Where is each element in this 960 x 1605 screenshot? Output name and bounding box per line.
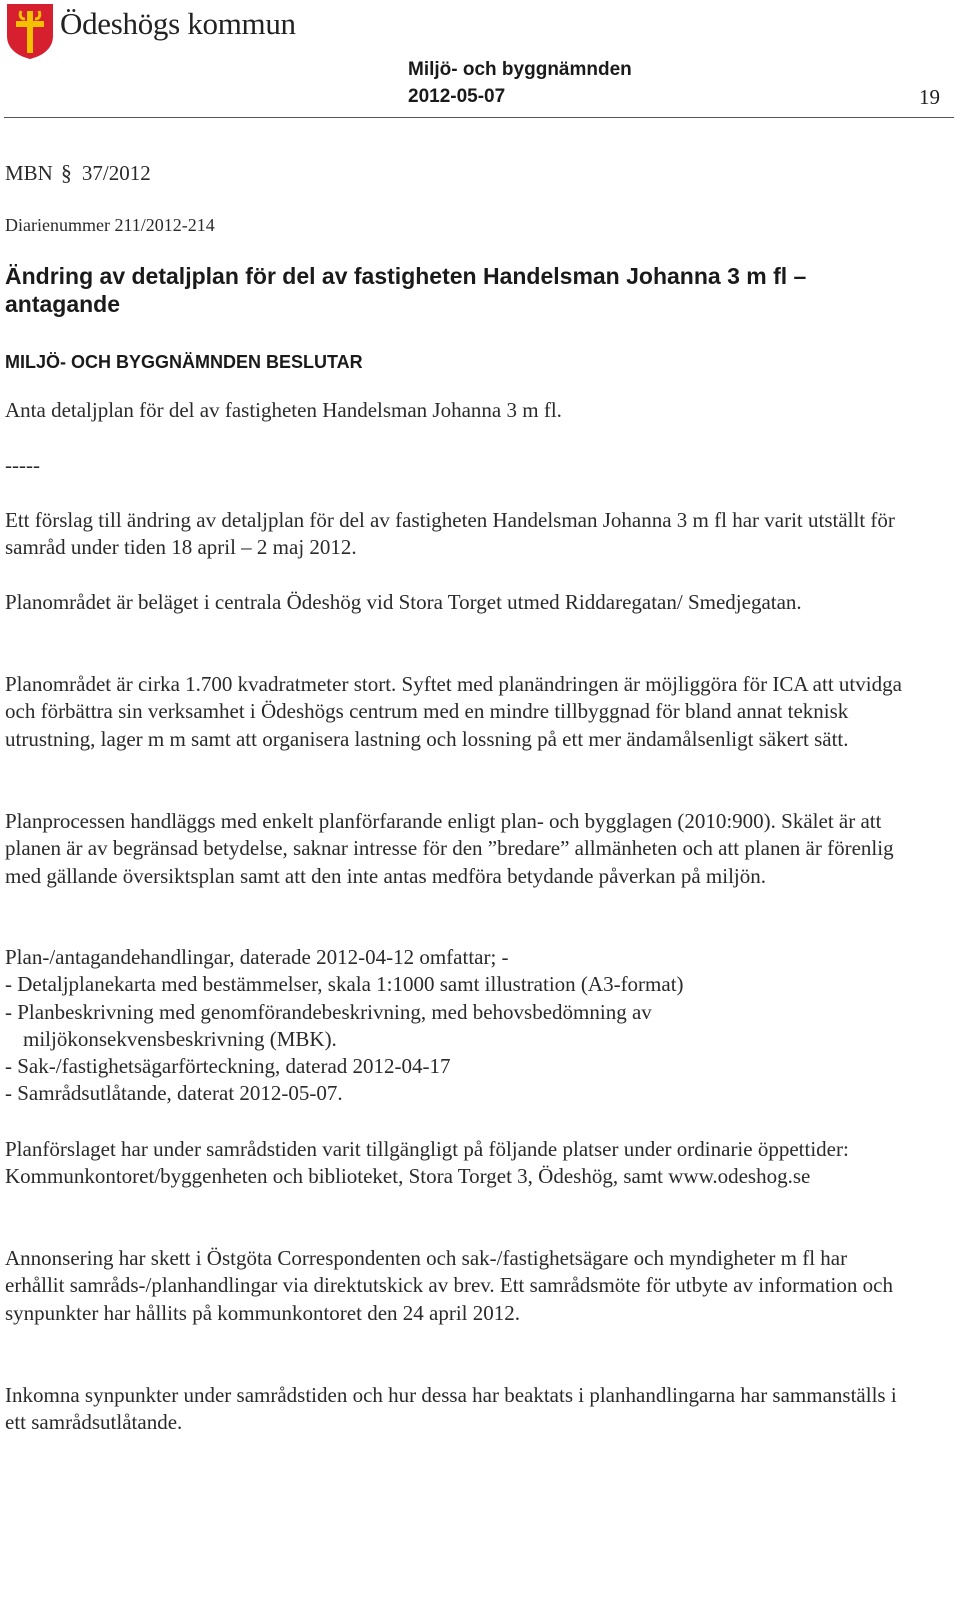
decision-text — [5, 397, 905, 424]
decision-heading: MILJÖ- OCH BYGGNÄMNDEN BESLUTAR — [5, 352, 363, 372]
paragraph-text: Planområdet är cirka 1.700 kvadratmeter stort. Syftet med planändringen är möjliggöra för ICA att utvidga och förbättra sin verksamhet i Ödeshögs centrum med en mindre tillbyggnad för bland annat teknisk utrustning, lager m m samt att organisera lastning och lossning på ett mer ändamålsenligt säkert sätt. — [5, 672, 902, 751]
paragraph-5 — [5, 1136, 905, 1191]
paragraph-1 — [5, 507, 905, 562]
paragraph-3 — [5, 671, 905, 753]
separator — [5, 452, 905, 479]
page-number: 19 — [919, 85, 940, 109]
list-item: - Detaljplanekarta med bestämmelser, skala 1:1000 samt illustration (A3-format) — [5, 972, 684, 997]
paragraph-text: Planprocessen handläggs med enkelt planförfarande enligt plan- och bygglagen (2010:900). Skälet är att planen är av begränsad betydelse, saknar intresse för den ”bredare” allmänheten och att planen är förenlig med gällande översiktsplan samt att den inte antas medföra betydande påverkan på miljön. — [5, 809, 894, 888]
list-item-continuation: miljökonsekvensbeskrivning (MBK). — [23, 1026, 337, 1051]
municipality-logo — [4, 2, 56, 60]
paragraph-2 — [5, 589, 905, 616]
header-divider — [4, 117, 954, 118]
list-intro: Plan-/antagandehandlingar, daterade 2012-04-12 omfattar; - — [5, 945, 509, 969]
case-number-prefix: MBN — [5, 160, 53, 185]
paragraph-7 — [5, 1382, 905, 1437]
list-item: - Samrådsutlåtande, daterat 2012-05-07. — [5, 1081, 343, 1106]
documents-list — [5, 944, 905, 1108]
paragraph-text: Planförslaget har under samrådstiden varit tillgängligt på följande platser under ordinarie öppettider: Kommunkontoret/byggenheten och biblioteket, Stora Torget 3, Ödeshög, samt www.odeshog.se — [5, 1137, 849, 1189]
section-sign-icon: § — [60, 160, 72, 185]
case-number-value: 37/2012 — [81, 160, 151, 185]
org-name: Ödeshögs kommun — [60, 6, 296, 41]
paragraph-text: Annonsering har skett i Östgöta Correspondenten och sak-/fastighetsägare och myndigheter m fl har erhållit samråds-/planhandlingar via direktutskick av brev. Ett samrådsmöte för utbyte av information och synpunkter har hållits på kommunkontoret den 24 april 2012. — [5, 1246, 893, 1325]
page-header — [0, 0, 960, 122]
paragraph-text: Inkomna synpunkter under samrådstiden och hur dessa har beaktats i planhandlingarna har sammanställs i ett samrådsutlåtande. — [5, 1383, 897, 1435]
page-title: Ändring av detaljplan för del av fastigheten Handelsman Johanna 3 m fl – antagande — [5, 263, 807, 317]
separator-text: ----- — [5, 453, 40, 477]
committee-name: Miljö- och byggnämnden — [408, 59, 632, 80]
list-item: - Planbeskrivning med genomförandebeskrivning, med behovsbedömning av — [5, 999, 652, 1024]
paragraph-6 — [5, 1245, 905, 1327]
paragraph-text: Ett förslag till ändring av detaljplan för del av fastigheten Handelsman Johanna 3 m fl har varit utställt för samråd under tiden 18 april – 2 maj 2012. — [5, 508, 895, 560]
diary-number: Diarienummer 211/2012-214 — [5, 215, 215, 235]
case-number — [5, 160, 151, 186]
meeting-date: 2012-05-07 — [408, 86, 506, 107]
list-item: - Sak-/fastighetsägarförteckning, daterad 2012-04-17 — [5, 1054, 451, 1079]
paragraph-text: Planområdet är beläget i centrala Ödeshög vid Stora Torget utmed Riddaregatan/ Smedjegatan. — [5, 590, 802, 614]
decision-paragraph: Anta detaljplan för del av fastigheten Handelsman Johanna 3 m fl. — [5, 398, 562, 422]
paragraph-4 — [5, 808, 905, 890]
